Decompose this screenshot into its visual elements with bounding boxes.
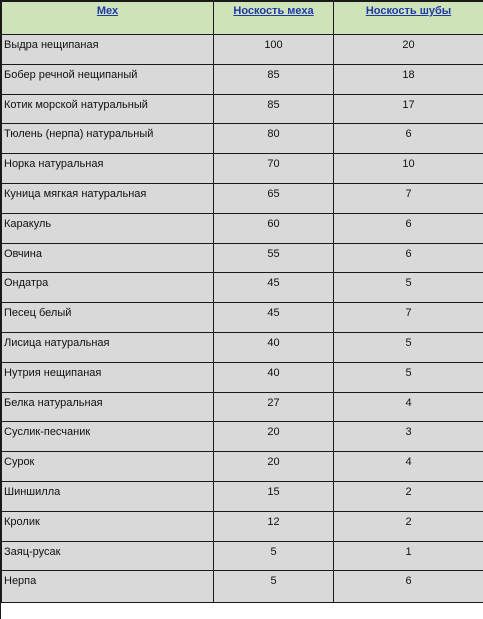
fur-name-cell: Сурок: [2, 452, 214, 482]
fur-name-cell: Тюлень (нерпа) натуральный: [2, 124, 214, 154]
column-header-fur: [2, 2, 214, 35]
fur-durability-cell: 70: [214, 154, 334, 184]
coat-durability-cell: 17: [334, 94, 483, 124]
table-row: [2, 422, 483, 452]
fur-name-cell: Заяц-русак: [2, 541, 214, 571]
fur-durability-cell: 5: [214, 541, 334, 571]
fur-name-cell: Норка натуральная: [2, 154, 214, 184]
fur-durability-cell: 45: [214, 273, 334, 303]
coat-durability-cell: 4: [334, 452, 483, 482]
coat-durability-cell: 2: [334, 481, 483, 511]
fur-durability-cell: 5: [214, 571, 334, 603]
table-row: [2, 541, 483, 571]
fur-name-cell: Белка натуральная: [2, 392, 214, 422]
coat-durability-cell: 6: [334, 571, 483, 603]
fur-durability-cell: 80: [214, 124, 334, 154]
table-row: [2, 362, 483, 392]
column-header-fur-durability-link[interactable]: Носкость меха: [233, 5, 314, 17]
fur-name-cell: Нерпа: [2, 571, 214, 603]
table-row: [2, 332, 483, 362]
fur-durability-cell: 100: [214, 35, 334, 65]
fur-name-cell: Куница мягкая натуральная: [2, 183, 214, 213]
table-row: [2, 571, 483, 603]
table-row: [2, 303, 483, 333]
fur-name-cell: Кролик: [2, 511, 214, 541]
table-row: [2, 481, 483, 511]
table-row: [2, 64, 483, 94]
coat-durability-cell: 20: [334, 35, 483, 65]
fur-durability-cell: 27: [214, 392, 334, 422]
column-header-coat-durability: [334, 2, 483, 35]
coat-durability-cell: 2: [334, 511, 483, 541]
fur-durability-cell: 85: [214, 64, 334, 94]
coat-durability-cell: 6: [334, 243, 483, 273]
fur-durability-cell: 85: [214, 94, 334, 124]
column-header-fur-link[interactable]: Мех: [96, 5, 119, 17]
table-row: [2, 213, 483, 243]
coat-durability-cell: 5: [334, 273, 483, 303]
table-row: [2, 273, 483, 303]
column-header-coat-durability-link[interactable]: Носкость шубы: [365, 5, 452, 17]
table-header: [2, 2, 483, 35]
coat-durability-cell: 5: [334, 332, 483, 362]
coat-durability-cell: 10: [334, 154, 483, 184]
table-row: [2, 243, 483, 273]
fur-name-cell: Овчина: [2, 243, 214, 273]
table-row: [2, 94, 483, 124]
fur-name-cell: Шиншилла: [2, 481, 214, 511]
fur-durability-cell: 15: [214, 481, 334, 511]
table-row: [2, 183, 483, 213]
header-row: [2, 2, 483, 35]
fur-durability-cell: 40: [214, 362, 334, 392]
fur-name-cell: Суслик-песчаник: [2, 422, 214, 452]
coat-durability-cell: 5: [334, 362, 483, 392]
coat-durability-cell: 7: [334, 183, 483, 213]
coat-durability-cell: 18: [334, 64, 483, 94]
table-row: [2, 452, 483, 482]
fur-durability-table: [1, 1, 483, 603]
fur-name-cell: Ондатра: [2, 273, 214, 303]
fur-durability-cell: 40: [214, 332, 334, 362]
fur-name-cell: Котик морской натуральный: [2, 94, 214, 124]
fur-name-cell: Бобер речной нещипаный: [2, 64, 214, 94]
fur-name-cell: Нутрия нещипаная: [2, 362, 214, 392]
table-row: [2, 154, 483, 184]
fur-name-cell: Песец белый: [2, 303, 214, 333]
coat-durability-cell: 4: [334, 392, 483, 422]
coat-durability-cell: 1: [334, 541, 483, 571]
fur-durability-cell: 65: [214, 183, 334, 213]
fur-durability-cell: 55: [214, 243, 334, 273]
fur-durability-cell: 60: [214, 213, 334, 243]
fur-name-cell: Каракуль: [2, 213, 214, 243]
table-row: [2, 511, 483, 541]
coat-durability-cell: 6: [334, 213, 483, 243]
fur-durability-cell: 45: [214, 303, 334, 333]
fur-durability-cell: 20: [214, 452, 334, 482]
column-header-fur-durability: [214, 2, 334, 35]
fur-name-cell: Лисица натуральная: [2, 332, 214, 362]
table-body: [2, 35, 483, 603]
coat-durability-cell: 7: [334, 303, 483, 333]
coat-durability-cell: 6: [334, 124, 483, 154]
table-row: [2, 392, 483, 422]
fur-durability-cell: 20: [214, 422, 334, 452]
fur-name-cell: Выдра нещипаная: [2, 35, 214, 65]
fur-durability-cell: 12: [214, 511, 334, 541]
coat-durability-cell: 3: [334, 422, 483, 452]
table-row: [2, 35, 483, 65]
table-row: [2, 124, 483, 154]
